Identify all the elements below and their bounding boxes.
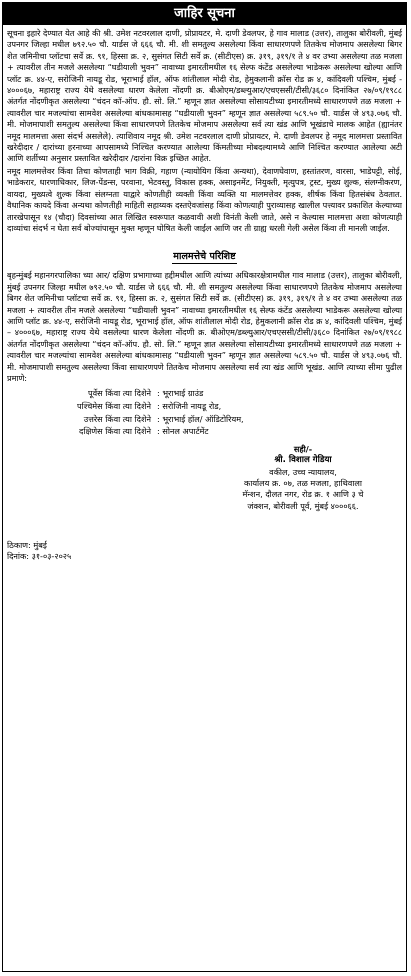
boundary-direction: दक्षिणेस किंवा त्या दिशेने [79, 426, 151, 437]
boundary-direction: पश्चिमेस किंवा त्या दिशेने [76, 400, 151, 411]
signatory-name: श्री. विशाल गेडिया [274, 455, 332, 466]
place-date-block [7, 540, 71, 563]
boundary-east [3, 387, 406, 400]
boundary-value: : सोनल अपार्टमेंट [157, 426, 209, 437]
boundary-value: : सरोजिनी नायडू रोड, [157, 400, 222, 411]
signatory-address-line: कार्यालय क्र. ०७, तळ मजला, हाथिवाला [244, 477, 362, 488]
signature-mark: सही/- [293, 443, 313, 454]
signatory-block [199, 444, 407, 512]
notice-paragraph-1: सूचना इहारे देण्यात येत आहे की श्री. उमेश नटवरलाल दाणी, प्रोप्रायटर, मे. दाणी डेवलपर, हे गाव मालाड (उत्तर), तालुका बोरीवली, मुंबई उपनगर जिल्हा मधील ७९२.५० चौ. यार्डस जे ६६६ चौ. मी. शी समतुल्य असलेल्या किंवा साधारणपणे तितकेच मोजमाप असलेल्या बिगर शेत जमिनीचा प्लॉटचा सर्वे क्र. ९१, हिस्सा क्र. २, सुसंगत सिटी सर्वे क्र. (सीटीएस) क्र. ३१९, ३१९/१ ते ४ वर उभ्या असलेल्या तळ मजला + त्यावरील तीन मजले असलेल्या “घडीयाली भुवन” नावाच्या इमारतीमधील १६ सेल्फ कंटेंड असलेल्या भाडेकरू असलेल्या खोल्या आणि प्लॉट क्र. ४४-ए, सरोजिनी नायडू रोड, भूराभाई हॉल, ऑफ शांतीलाल मोदी रोड, हेमुकलानी क्रॉस रोड क्र ४, कांदिवली पश्चिम, मुंबई - ४०००६७, महाराष्ट्र राज्य येथे वसलेल्या धारण केलेला नोंदणी क्र. बीओएम/डब्ल्युआर/एचएससी/टीसी/३६८० दिनांकित २७/०९/१९८८ अंतर्गत नोंदणीकृत असलेल्या “चंदन कॉ-ऑप. हौ. सो. लि.” म्हणून ज्ञात असलेल्या सोसायटीच्या इमारतीमध्ये साधारणपणे तळ मजला + त्यावरील चार मजल्यांचा सामवेश असलेल्या बांधकामासह “घडीयाली भुवन” म्हणून ज्ञात असलेल्या ५८९.५० चौ. यार्डस जे ४९३.०७६ चौ. मी. मोजमापाशी समतुल्य असलेल्या किंवा साधारणपणे तितकेच मोजमाप असलेल्या सर्व त्या खंड आणि भूखंडाचे मालक आहेत (ह्यानंतर नमूद मालमत्ता असा संदर्भ असलेले). त्याशिवाय नमूद श्री. उमेश नटवरलाल दाणी प्रोप्रायटर, मे. दाणी डेवलपर हे नमूद मालमत्ता प्रस्तावित खरेदीदार / दारांच्या हरनाच्या आपसामध्ये निश्चित करण्यात आलेल्या किंमतीच्या मोबदल्यामध्ये आणि निश्चित करण्यात आलेल्या अटी आणि शर्तीच्या अनुसार प्रस्तावित खरेदीदार /दारांना विक्र इच्छित आहेत. [7, 28, 402, 164]
notice-title: जाहिर सूचना [3, 3, 406, 25]
public-notice [2, 2, 407, 972]
signatory-address-line: वकील, उच्च न्यायालय, [269, 466, 337, 477]
schedule-body: बृहन्मुंबई महानगरपालिका च्या आर/ दक्षिण प्रभागाच्या हद्दीमधील आणि त्यांच्या अधिकारक्षेत्रामधील गाव मालाड (उत्तर), तालुका बोरीवली, मुंबई उपनगर जिल्हा मधील ७९२.५० चौ. यार्डस जे ६६६ चौ. मी. शी समतुल्य असलेल्या किंवा साधारणपणे तितकेच मोजमाप असलेल्या बिगर शेत जमिनीचा प्लॉटचा सर्वे क्र. ९१, हिस्सा क्र. २, सुसंगत सिटी सर्वे क्र. (सीटीएस) क्र. ३१९, ३१९/१ ते ४ वर उभ्या असलेल्या तळ मजला + त्यावरील तीन मजले असलेल्या “घडीयाली भुवन” नावाच्या इमारतीमधील १६ सेल्फ कंटेंड असलेल्या भाडेकरू असलेल्या खोल्या आणि प्लॉट क्र. ४४-ए, सरोजिनी नायडू रोड, भूराभाई हॉल, ऑफ शांतीलाल मोदी रोड, हेमुकलानी क्रॉस रोड क्र ४, कांदिवली पश्चिम, मुंबई – ४०००६७, महाराष्ट्र राज्य येथे वसलेल्या धारण केलेला नोंदणी क्र. बीओएम/डब्ल्युआर/एचएससी/टीसी/३६८० दिनांकित २७/०९/१९८८ अंतर्गत नोंदणीकृत असलेल्या “चंदन कॉ-ऑप. हौ. सो. लि.” म्हणून ज्ञात असलेल्या सोसायटीच्या इमारतीमध्ये साधारणपणे तळ मजला + त्यावरील चार मजल्यांचा सामवेश असलेल्या बांधकामासह “घडीयाली भुवन” म्हणून ज्ञात असलेल्या ५८९.५० चौ. यार्डस जे ४९३.०७६ चौ. मी. मोजमापाशी समतुल्य असलेल्या किंवा साधारणपणे तितकेच मोजमाप असलेल्या सर्व त्या खंड आणि भूखंड. आणि त्याच्या सीमा पुढील प्रमाणे: [7, 270, 402, 383]
boundary-direction: पूर्वेस किंवा त्या दिशेने [88, 388, 151, 399]
boundary-north [3, 413, 406, 426]
boundary-west [3, 400, 406, 413]
schedule-heading-wrap [3, 244, 406, 264]
notice-footer [3, 444, 406, 574]
boundaries-list [3, 387, 406, 437]
place-label: ठिकाण: मुंबई [7, 539, 47, 550]
boundary-direction: उत्तरेस किंवा त्या दिशेने [83, 413, 151, 424]
signatory-address-line: मॅन्शन, दौलत नगर, रोड क्र. १ आणि ३ चे [242, 489, 364, 500]
schedule-heading: मालमत्तेचे परिशिष्ट [173, 251, 236, 263]
boundary-value: : भूराभाई हॉल/ ऑडिटोरियम, [157, 413, 244, 424]
boundary-south [3, 425, 406, 438]
date-label: दिनांक: ३१-०३-२०२५ [7, 551, 72, 562]
notice-paragraph-2: नमूद मालमत्तेवर किंवा तिचा कोणताही भाग विक्री, गहाण (न्यायोयिग किंवा अन्यथा), देवाणघेवाण, हस्तांतरण, वारसा, भाडेपट्टी, सोई, भाडेकरार, धारणाधिकार, लिज-पेंडन्स, परवाना, भेटवस्तू, विकास हक्क, असाइनमेंट, नियुक्ती, मृत्युपत्र, ट्रस्ट, मुख्य शुल्क, संलग्नीकरण, वायदा, मुख्यत्वे शुल्क किंवा संलग्नता याद्वारे कोणतीही व्यक्ती किंवा व्यक्ति या मालमत्तेवर हक्क, शीर्षक किंवा हितसंबंध ठेवतात. वैधानिक कायदे किंवा अन्यथा कोणतीही माहिती सहाय्यक दस्तऐवजांसह किंवा कोणत्याही पुराव्यासह खालील पत्त्यावर प्रकाशित केल्याच्या तारखेपासून १४ (चौदा) दिवसांच्या आत लिखित स्वरूपात कळवावी अशी विनंती केली जाते, असे न केल्यास मालमत्ता अशा कोणत्याही दाव्यांचा संदर्भ न घेता सर्व बोज्यांपासून मुक्त म्हणून घोषित केली जाईल आणि जर ती ग्राह्य धरली गेली असेल किंवा ती मानली जाईल. [7, 165, 402, 233]
signatory-address-line: जंक्शन, बोरीवली पूर्व, मुंबई ४०००६६. [247, 500, 359, 511]
boundary-value: : भूराभाई ग्राउंड [157, 388, 204, 399]
